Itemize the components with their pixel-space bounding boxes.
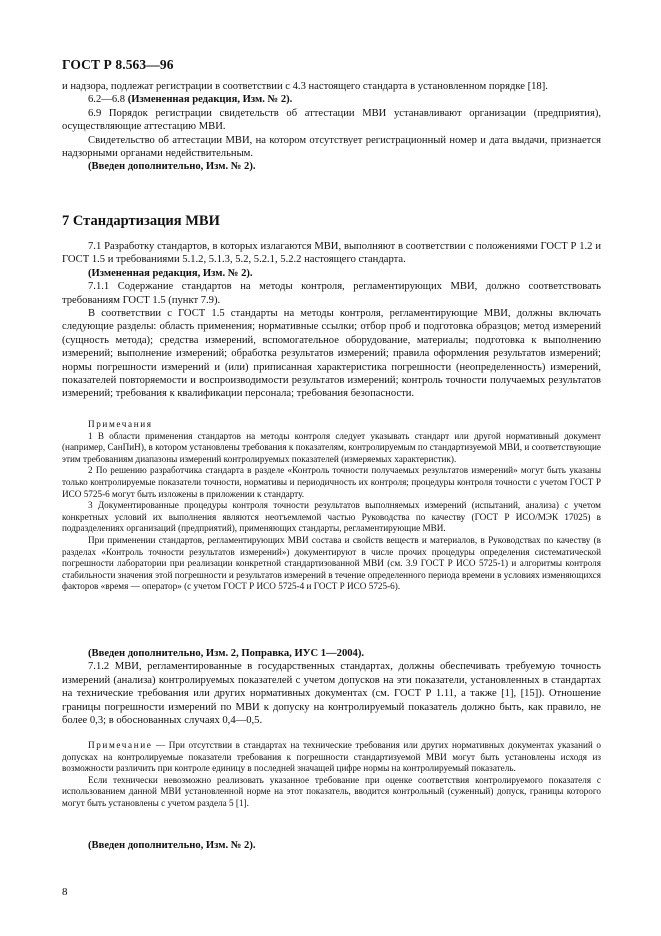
note-block-2 [62, 740, 601, 810]
paragraph-7-1-2-block [62, 647, 601, 727]
paragraph-7-1: 7.1 Разработку стандартов, в которых излагаются МВИ, выполняют в соответствии с положениями ГОСТ Р 1.2 и ГОСТ 1.5 и требованиями 5.1.2, 5.1.3, 5.2, 5.2.1, 5.2.2 настоящего стандарта. [62, 241, 601, 266]
paragraph-6-9: 6.9 Порядок регистрации свидетельств об аттестации МВИ устанавливают организации (предприятия), осуществляющие аттестацию МВИ. [62, 107, 601, 133]
amendment-note: (Введен дополнительно, Изм. № 2). [88, 840, 256, 851]
notes-block [62, 419, 601, 593]
document-header: ГОСТ Р 8.563—96 [62, 57, 174, 72]
paragraph: и надзора, подлежат регистрации в соответствии с 4.3 настоящего стандарта в установленном порядке [18]. [62, 81, 548, 92]
section-7-body [62, 240, 601, 401]
note-paragraph: Если технически невозможно реализовать указанное требование при оценке соответствия контролируемого показателя с использованием данной МВИ установленной норме на этот показатель, вводится контрольный (суженный) допуск, границы которого могут быть установлены с учетом раздела 5 [1]. [62, 774, 601, 808]
note-1: 1 В области применения стандартов на методы контроля следует указывать стандарт или другой нормативный документ (например, СанПиН), в котором установлены требования к показателям, контролируемым по стандартизуемой МВИ, и соответствующие этим требованиям диапазоны измерений контролируемых показателей (измеряемых характеристик). [62, 430, 601, 464]
section-7-title-wrap [62, 213, 601, 230]
note-3-continuation: При применении стандартов, регламентирующих МВИ состава и свойств веществ и материалов, в Руководствах по качеству (в разделах «Контроль точности результатов измерений») документируют в числе прочих процедуры определения систематической погрешности лаборатории при реализации конкретной стандартизованной МВИ (см. 3.9 ГОСТ Р ИСО 5725-1) и алгоритмы контроля стабильности значения этой погрешности и результатов измерений в течение определенного периода времени в условиях изменяющихся факторов «время — оператор» (с учетом ГОСТ Р ИСО 5725-4 и ГОСТ Р ИСО 5725-6). [62, 534, 601, 592]
paragraph: Свидетельство об аттестации МВИ, на котором отсутствует регистрационный номер и дата выдачи, признается надзорными органами недействительным. [62, 134, 601, 160]
section-6-continuation [62, 80, 601, 174]
amendment-note: (Введен дополнительно, Изм. № 2). [88, 161, 256, 173]
amendment-note: (Измененная редакция, Изм. № 2). [88, 267, 253, 279]
paragraph: В соответствии с ГОСТ 1.5 стандарты на методы контроля, регламентирующие МВИ, должны включать следующие разделы: область применения; нормативные ссылки; отбор проб и подготовка образцов; метод измерений (сущность метода); средства измерений, вспомогательное оборудование, материалы; подготовка к выполнению измерений; выполнение измерений; обработка результатов измерений; правила оформления результатов измерений; нормы погрешности измерений и (или) приписанная характеристика погрешности (неопределенность) измерений, показателей повторяемости и воспроизводимости результатов измерений; контроль точности получаемых результатов измерений; требования к квалификации персонала; требования безопасности. [62, 308, 601, 400]
footer-amendment-wrap [62, 839, 601, 852]
note-2: 2 По решению разработчика стандарта в разделе «Контроль точности получаемых результатов измерений» могут быть указаны только контролируемые показатели точности, нормативы и периодичность их контроля; процедуры контроля точности с учетом ГОСТ Р ИСО 5725-6 могут быть изложены в приложении к стандарту. [62, 465, 601, 499]
note-heading: Примечание [88, 740, 153, 750]
paragraph-6-2-6-8: 6.2—6.8 (Измененная редакция, Изм. № 2). [88, 94, 293, 106]
paragraph-7-1-2: 7.1.2 МВИ, регламентированные в государственных стандартах, должны обеспечивать требуемую точность измерений (анализа) контролируемых показателей с учетом допусков на эти показатели, установленных в стандартах на технические требования или других нормативных документах (см. ГОСТ Р 1.11, а также [1], [15]). Отношение границы погрешности измерений по МВИ к допуску на контролируемый показатель должно быть, как правило, не более 0,3; в обоснованных случаях 0,4—0,5. [62, 661, 601, 727]
page-number: 8 [62, 886, 68, 898]
notes-heading: Примечания [88, 419, 153, 429]
section-title: 7 Стандартизация МВИ [62, 213, 220, 229]
note-3: 3 Документированные процедуры контроля точности результатов выполняемых измерений (испытаний, анализа) с учетом конкретных условий их выполнения являются неотъемлемой частью Руководства по качеству (ГОСТ Р ИСО/МЭК 17025) в подразделениях организаций (предприятий), применяющих стандарты, регламентирующие МВИ. [62, 500, 601, 534]
paragraph-7-1-1: 7.1.1 Содержание стандартов на методы контроля, регламентирующих МВИ, должно соответствовать требованиям ГОСТ 1.5 (пункт 7.9). [62, 281, 601, 306]
amendment-note: (Введен дополнительно, Изм. 2, Поправка, ИУС 1—2004). [88, 648, 365, 659]
note-paragraph: Примечание — При отсутствии в стандартах на технические требования или других нормативных документах указаний о допусках на контролируемые показатели требования к погрешности стандартизуемой МВИ могут быть установлены исходя из возможности различить при контроле единицу в последней значащей цифре нормы на контролируемый показатель. [62, 740, 601, 774]
amendment-note: (Измененная редакция, Изм. № 2). [127, 94, 293, 106]
